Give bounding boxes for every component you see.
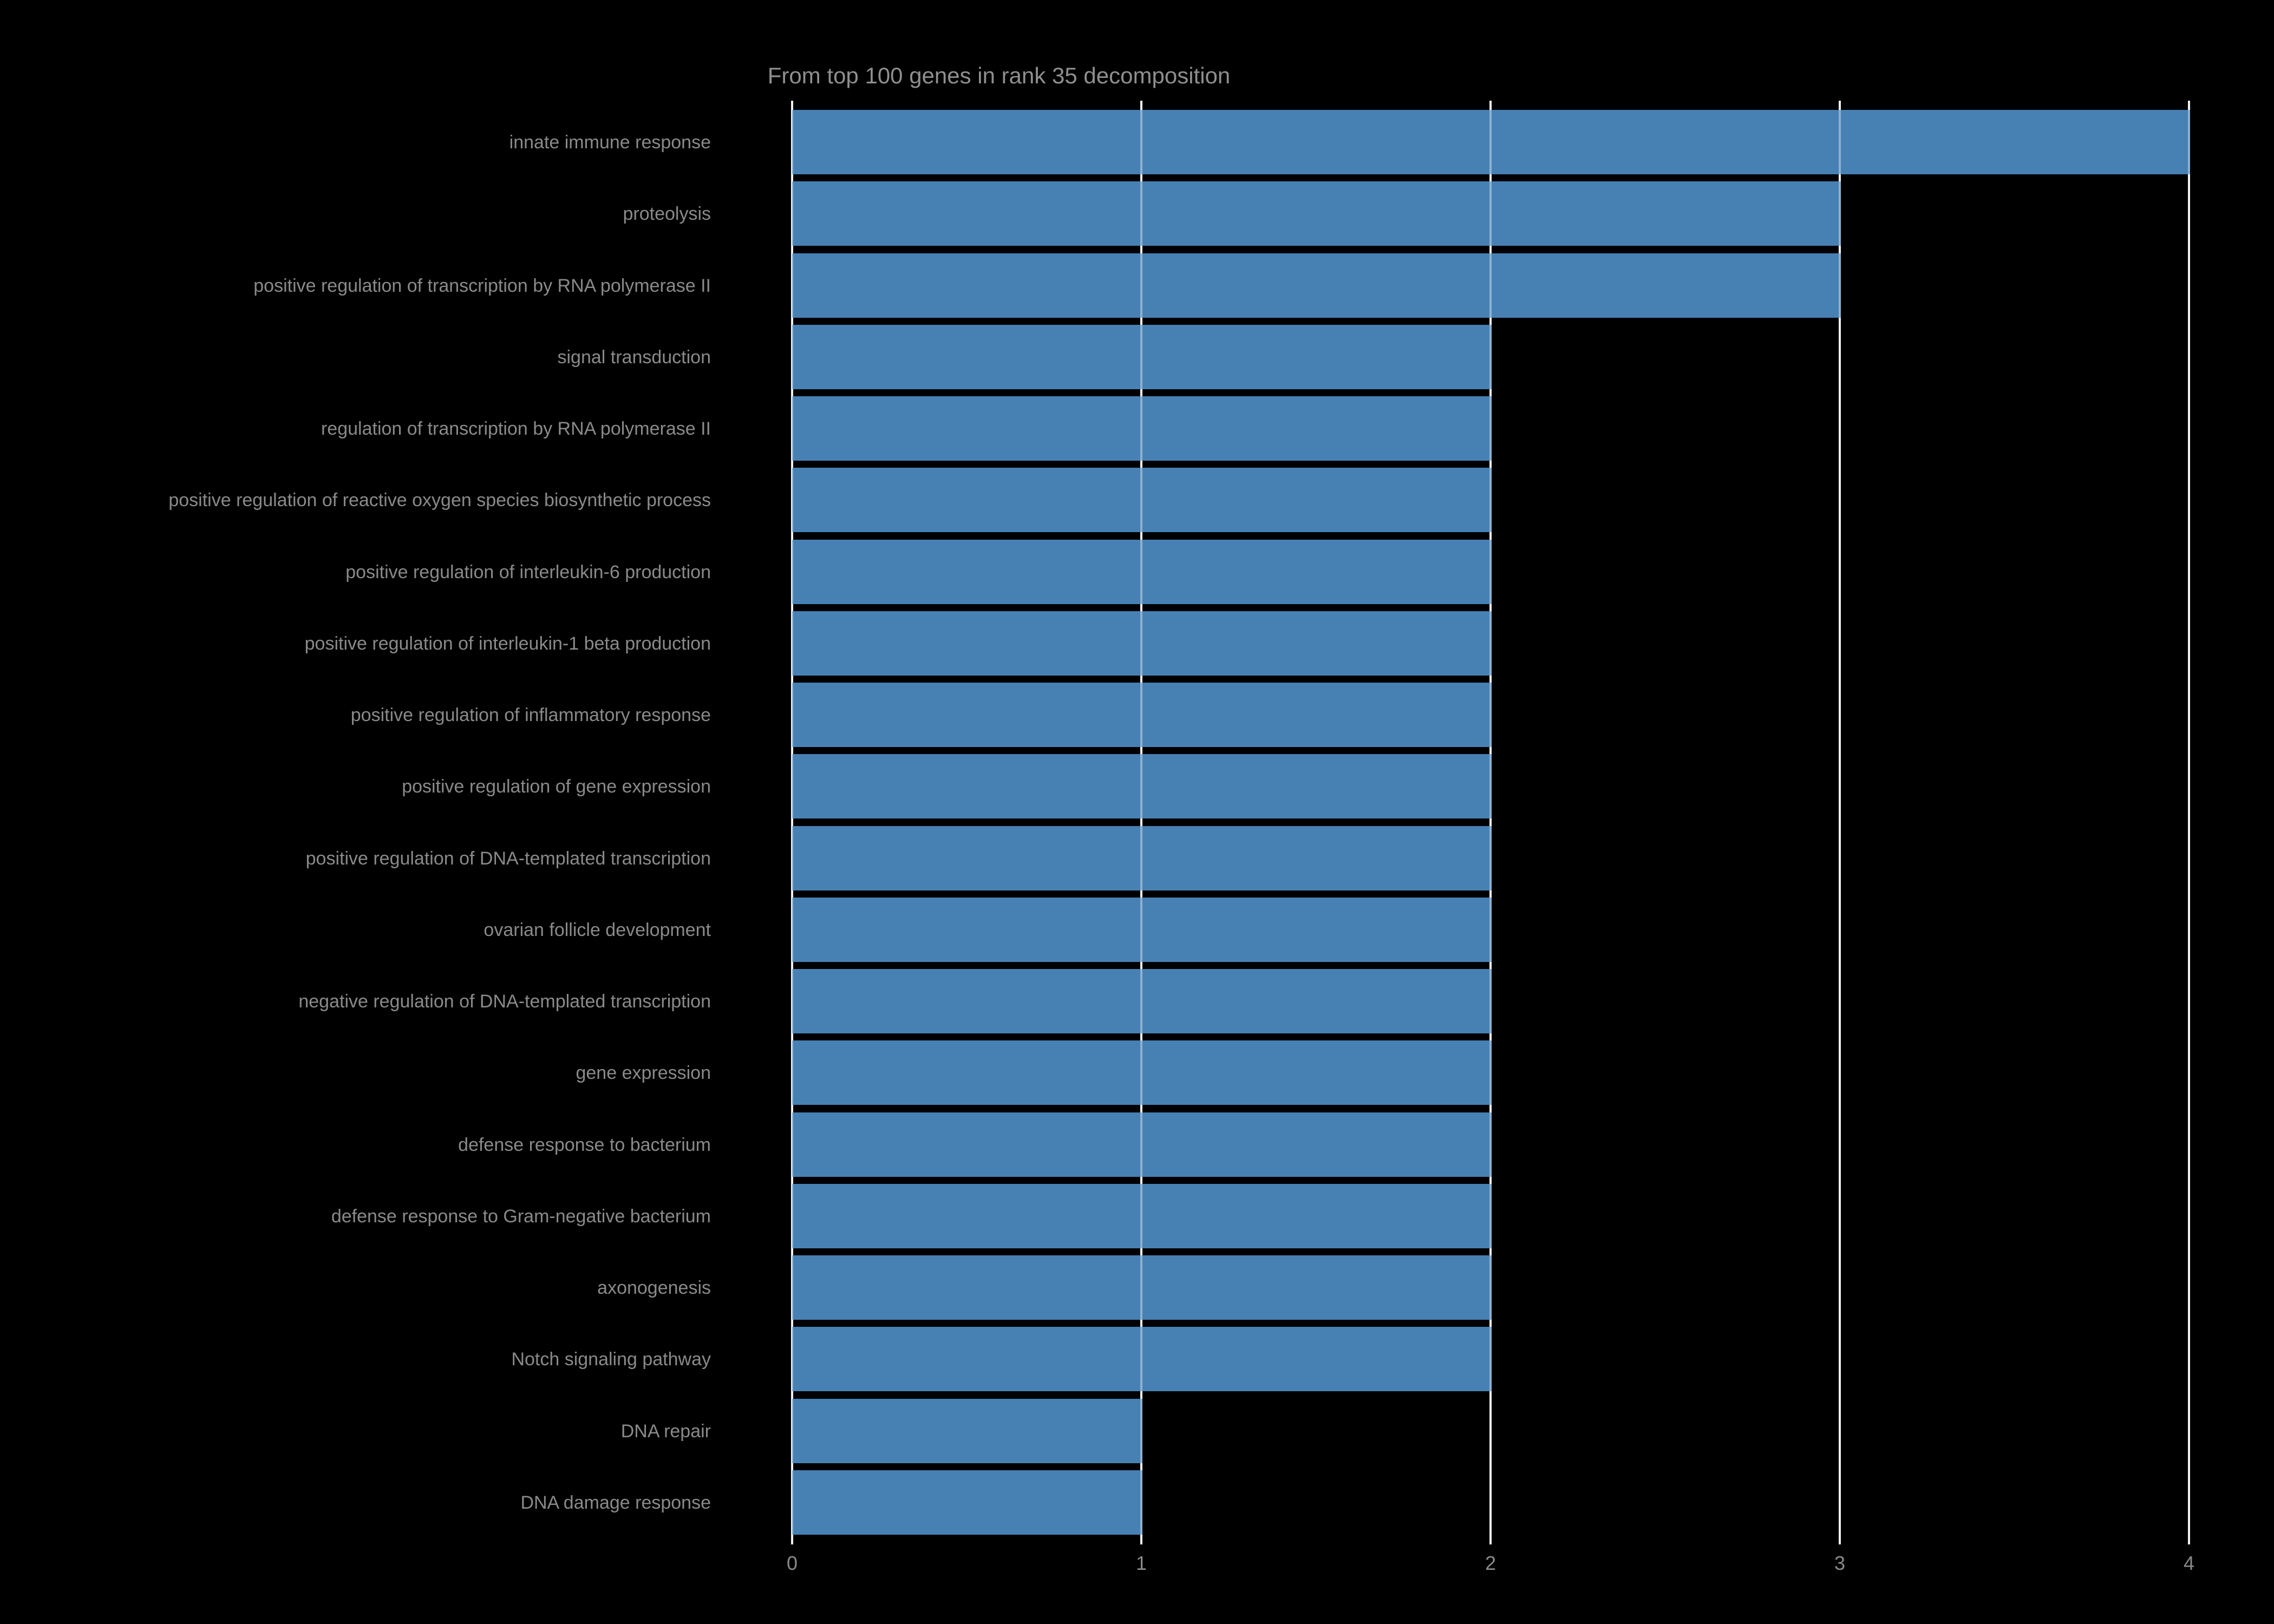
y-axis-label: DNA damage response	[520, 1492, 711, 1513]
bar	[792, 253, 1841, 318]
y-axis-label: positive regulation of inflammatory response	[350, 704, 711, 725]
x-axis-tick-label: 2	[1485, 1552, 1497, 1574]
bar	[792, 1470, 1142, 1535]
y-axis-label: positive regulation of DNA-templated transcription	[305, 848, 711, 869]
y-axis-label: proteolysis	[623, 203, 711, 224]
bar	[792, 181, 1841, 246]
y-axis-label: regulation of transcription by RNA polymerase II	[321, 418, 711, 439]
gridline-overlay	[791, 101, 793, 1544]
y-axis-label: positive regulation of transcription by RNA polymerase II	[253, 275, 711, 296]
y-axis-label: positive regulation of interleukin-1 beta production	[304, 633, 711, 654]
y-axis-label: Notch signaling pathway	[511, 1348, 711, 1370]
x-axis-tick-label: 4	[2183, 1552, 2195, 1574]
y-axis-label: positive regulation of interleukin-6 production	[345, 561, 711, 582]
x-axis-tick-label: 0	[786, 1552, 798, 1574]
y-axis-label: defense response to Gram-negative bacterium	[331, 1206, 711, 1227]
bar	[792, 1399, 1142, 1463]
y-axis-label: negative regulation of DNA-templated transcription	[298, 991, 711, 1012]
y-axis-label: positive regulation of gene expression	[402, 776, 711, 797]
gridline-overlay	[1489, 101, 1492, 1544]
gridline-overlay	[1140, 101, 1142, 1544]
gridline-overlay	[1839, 101, 1841, 1544]
y-axis-label: gene expression	[576, 1062, 711, 1083]
y-axis-label: innate immune response	[509, 132, 711, 153]
x-axis-tick-label: 3	[1834, 1552, 1846, 1574]
plot-area	[792, 101, 2254, 1544]
y-axis-label: DNA repair	[620, 1420, 711, 1442]
gridline-overlay	[2188, 101, 2190, 1544]
x-axis-tick-label: 1	[1135, 1552, 1147, 1574]
y-axis-label: signal transduction	[557, 346, 711, 368]
y-axis-label: defense response to bacterium	[458, 1134, 711, 1155]
y-axis-label: positive regulation of reactive oxygen species biosynthetic process	[168, 489, 711, 510]
y-axis-label: ovarian follicle development	[483, 919, 711, 940]
y-axis-label: axonogenesis	[597, 1277, 711, 1298]
chart-title: From top 100 genes in rank 35 decomposition	[767, 63, 1231, 88]
